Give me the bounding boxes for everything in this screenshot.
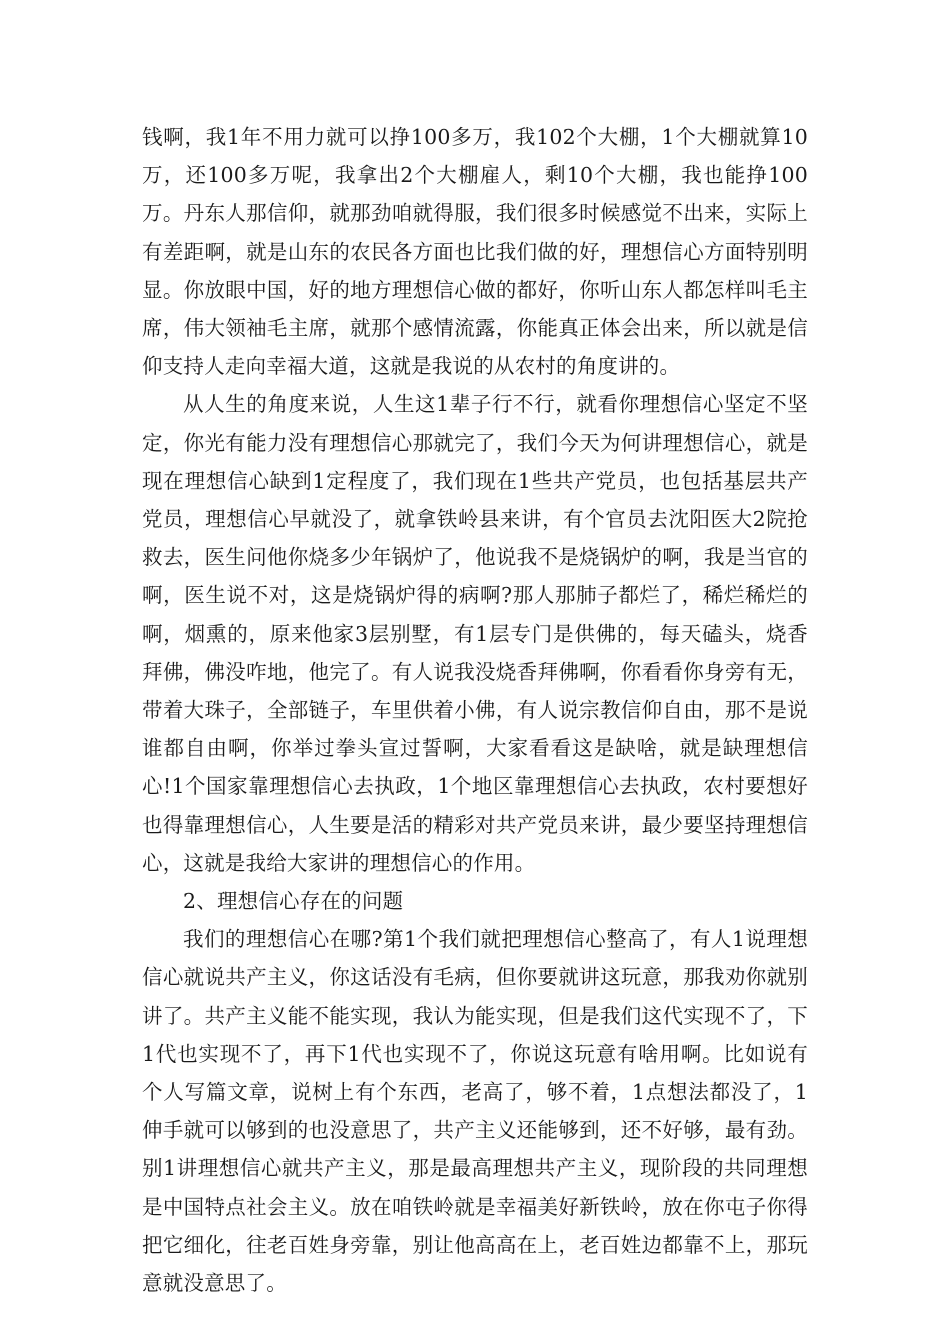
paragraph-rural-faith: 钱啊，我1年不用力就可以挣100多万，我102个大棚，1个大棚就算10万，还100多万呢，我拿出2个大棚雇人，剩10个大棚，我也能挣100万。丹东人那信仰，就那劲咱就得服，我们很多时候感觉不出来，实际上有差距啊，就是山东的农民各方面也比我们做的好，理想信心方面特别明显。你放眼中国，好的地方理想信心做的都好，你听山东人都怎样叫毛主席，伟大领袖毛主席，就那个感情流露，你能真正体会出来，所以就是信仰支持人走向幸福大道，这就是我说的从农村的角度讲的。 (142, 125, 808, 379)
document-body (142, 118, 808, 1302)
paragraph-where-is-faith: 我们的理想信心在哪?第1个我们就把理想信心整高了，有人1说理想信心就说共产主义，你这话没有毛病，但你要就讲这玩意，那我劝你就别讲了。共产主义能不能实现，我认为能实现，但是我们这代实现不了，下1代也实现不了，再下1代也实现不了，你说这玩意有啥用啊。比如说有个人写篇文章，说树上有个东西，老高了，够不着，1点想法都没了，1伸手就可以够到的也没意思了，共产主义还能够到，还不好够，最有劲。别1讲理想信心就共产主义，那是最高理想共产主义，现阶段的共同理想是中国特点社会主义。放在咱铁岭就是幸福美好新铁岭，放在你屯子你得把它细化，往老百姓身旁靠，别让他高高在上，老百姓边都靠不上，那玩意就没意思了。 (142, 927, 808, 1296)
section-heading-problems: 2、理想信心存在的问题 (183, 889, 404, 914)
paragraph-life-perspective: 从人生的角度来说，人生这1辈子行不行，就看你理想信心坚定不坚定，你光有能力没有理想信心那就完了，我们今天为何讲理想信心，就是现在理想信心缺到1定程度了，我们现在1些共产党员，也包括基层共产党员，理想信心早就没了，就拿铁岭县来讲，有个官员去沈阳医大2院抢救去，医生问他你烧多少年锅炉了，他说我不是烧锅炉的啊，我是当官的啊，医生说不对，这是烧锅炉得的病啊?那人那肺子都烂了，稀烂稀烂的啊，烟熏的，原来他家3层别墅，有1层专门是供佛的，每天磕头，烧香拜佛，佛没咋地，他完了。有人说我没烧香拜佛啊，你看看你身旁有无，带着大珠子，全部链子，车里供着小佛，有人说宗教信仰自由，那不是说谁都自由啊，你举过拳头宣过誓啊，大家看看这是缺啥，就是缺理想信心!1个国家靠理想信心去执政，1个地区靠理想信心去执政，农村要想好也得靠理想信心，人生要是活的精彩对共产党员来讲，最少要坚持理想信心，这就是我给大家讲的理想信心的作用。 (142, 392, 808, 875)
